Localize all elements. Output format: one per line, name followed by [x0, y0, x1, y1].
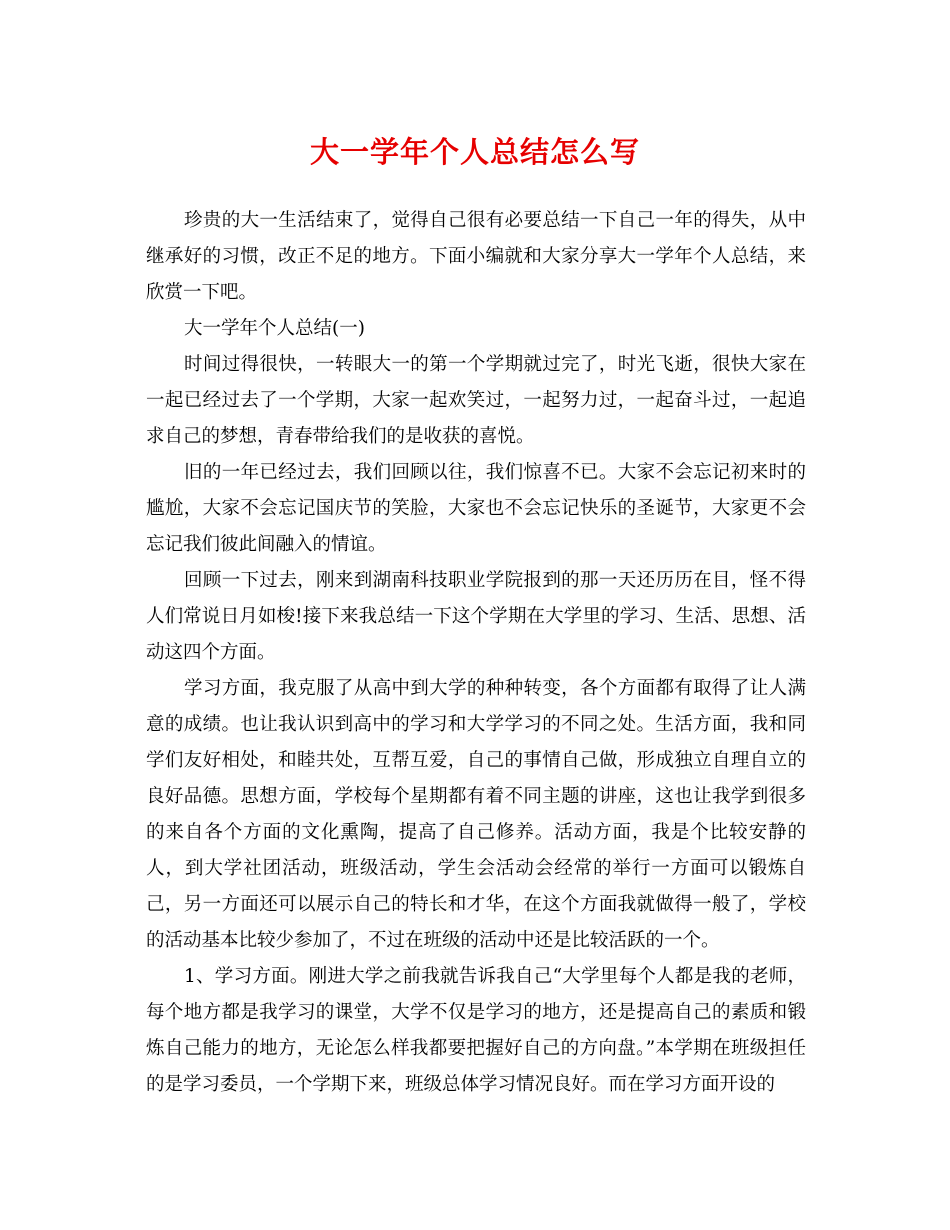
paragraph: 时间过得很快，一转眼大一的第一个学期就过完了，时光飞逝，很快大家在一起已经过去了一个学期，大家一起欢笑过，一起努力过，一起奋斗过，一起追求自己的梦想，青春带给我们的是收获的喜悦。: [146, 354, 806, 447]
paragraph: 1、学习方面。刚进大学之前我就告诉我自己“大学里每个人都是我的老师，每个地方都是我学习的课堂，大学不仅是学习的地方，还是提高自己的素质和锻炼自己能力的地方，无论怎么样我都要把握好自己的方向盘。”本学期在班级担任的是学习委员，一个学期下来，班级总体学习情况良好。而在学习方面开设的: [146, 966, 806, 1095]
section-heading: 大一学年个人总结(一): [184, 318, 365, 339]
paragraph: 学习方面，我克服了从高中到大学的种种转变，各个方面都有取得了让人满意的成绩。也让我认识到高中的学习和大学学习的不同之处。生活方面，我和同学们友好相处，和睦共处，互帮互爱，自己的事情自己做，形成独立自理自立的良好品德。思想方面，学校每个星期都有着不同主题的讲座，这也让我学到很多的来自各个方面的文化熏陶，提高了自己修养。活动方面，我是个比较安静的人，到大学社团活动，班级活动，学生会活动会经常的举行一方面可以锻炼自己，另一方面还可以展示自己的特长和才华，在这个方面我就做得一般了，学校的活动基本比较少参加了，不过在班级的活动中还是比较活跃的一个。: [146, 678, 806, 951]
document-body: [146, 203, 806, 1103]
paragraph-intro: 珍贵的大一生活结束了，觉得自己很有必要总结一下自己一年的得失，从中继承好的习惯，改正不足的地方。下面小编就和大家分享大一学年个人总结，来欣赏一下吧。: [146, 210, 806, 303]
paragraph: 回顾一下过去，刚来到湖南科技职业学院报到的那一天还历历在目，怪不得人们常说日月如梭!接下来我总结一下这个学期在大学里的学习、生活、思想、活动这四个方面。: [146, 570, 806, 663]
document-title: 大一学年个人总结怎么写: [309, 135, 640, 169]
paragraph: 旧的一年已经过去，我们回顾以往，我们惊喜不已。大家不会忘记初来时的尴尬，大家不会忘记国庆节的笑脸，大家也不会忘记快乐的圣诞节，大家更不会忘记我们彼此间融入的情谊。: [146, 462, 806, 555]
